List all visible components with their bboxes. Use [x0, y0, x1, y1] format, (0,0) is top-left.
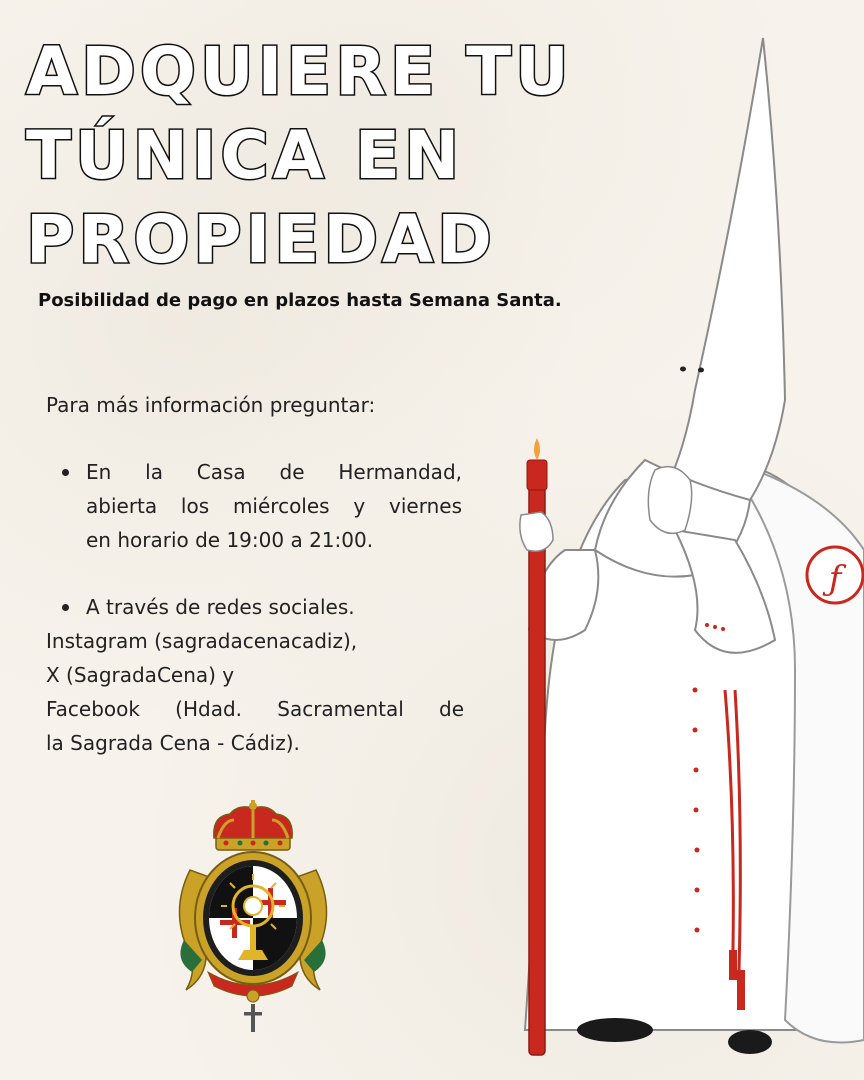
cross-icon	[244, 1004, 262, 1032]
bullet-1-line-3: en horario de 19:00 a 21:00.	[86, 528, 374, 552]
bullet-1-line-2: abierta los miércoles y viernes	[86, 494, 462, 518]
bullet-dot	[62, 469, 69, 476]
title-line-1: ADQUIERE TU	[26, 33, 573, 110]
bullet-2-line-3: X (SagradaCena) y	[46, 663, 235, 687]
title-line-3: PROPIEDAD	[26, 201, 496, 278]
crown-icon	[214, 800, 292, 850]
bullet-2-line-1: A través de redes sociales.	[46, 590, 464, 624]
bullet-2-line-5: la Sagrada Cena - Cádiz).	[46, 731, 300, 755]
title-line-2: TÚNICA EN	[26, 117, 464, 194]
list-item-social-media	[46, 590, 464, 760]
payment-subtitle: Posibilidad de pago en plazos hasta Semana Santa.	[38, 290, 562, 311]
bullet-dot	[62, 604, 69, 611]
brotherhood-crest-icon	[168, 800, 338, 1035]
info-intro: Para más información preguntar:	[46, 393, 376, 417]
svg-text:ƒ: ƒ	[828, 559, 842, 599]
list-item-casa-hermandad	[62, 455, 462, 557]
bullet-1-line-1: En la Casa de Hermandad,	[62, 455, 462, 489]
nazareno-figure-icon	[495, 30, 864, 1080]
bullet-2-line-4: Facebook (Hdad. Sacramental de	[46, 697, 464, 721]
bullet-2-line-2: Instagram (sagradacenacadiz),	[46, 629, 358, 653]
